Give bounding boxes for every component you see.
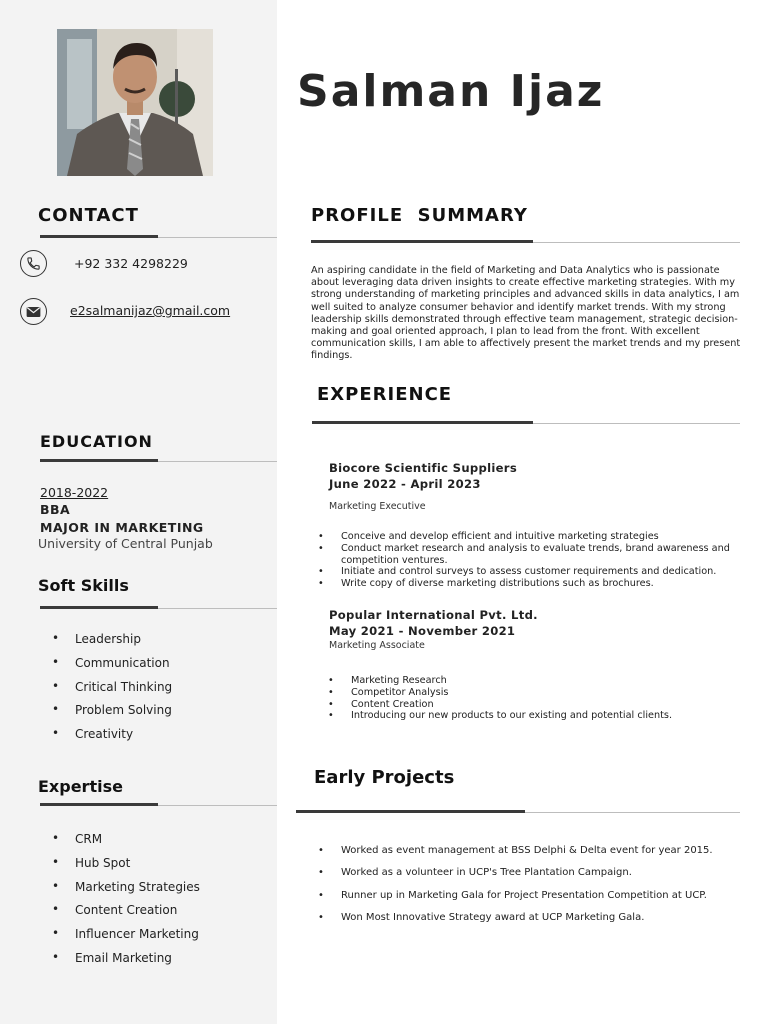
list-item: • Write copy of diverse marketing distributions such as brochures. xyxy=(341,578,743,590)
candidate-name: Salman Ijaz xyxy=(297,66,605,117)
projects-rule-accent xyxy=(296,810,525,813)
job-role: Marketing Executive xyxy=(329,501,426,512)
mail-icon xyxy=(20,298,47,325)
expertise-list xyxy=(52,832,200,975)
soft-skills-list xyxy=(52,632,172,751)
contact-rule-accent xyxy=(40,235,158,238)
projects-list xyxy=(341,845,713,934)
list-item: • Conceive and develop efficient and intuitive marketing strategies xyxy=(341,531,743,543)
list-item: • Worked as a volunteer in UCP's Tree Plantation Campaign. xyxy=(341,867,713,889)
education-years: 2018-2022 xyxy=(40,485,109,500)
job-bullets xyxy=(351,675,743,722)
education-major: MAJOR IN MARKETING xyxy=(40,520,204,535)
list-item: • Conduct market research and analysis to evaluate trends, brand awareness and competition ventures. xyxy=(341,543,743,567)
expertise-heading: Expertise xyxy=(38,777,123,796)
job-company: Popular International Pvt. Ltd. xyxy=(329,608,538,622)
list-item: • Won Most Innovative Strategy award at UCP Marketing Gala. xyxy=(341,912,713,934)
list-item: • Marketing Strategies xyxy=(52,880,200,904)
profile-summary-heading: PROFILE SUMMARY xyxy=(311,205,528,226)
job-dates: June 2022 - April 2023 xyxy=(329,477,481,491)
profile-photo xyxy=(57,29,213,176)
contact-heading: CONTACT xyxy=(38,205,139,226)
list-item: • Problem Solving xyxy=(52,703,172,727)
education-rule-accent xyxy=(40,459,158,462)
job-company: Biocore Scientific Suppliers xyxy=(329,461,518,475)
job-role: Marketing Associate xyxy=(329,640,425,651)
list-item: • Hub Spot xyxy=(52,856,200,880)
list-item: • Email Marketing xyxy=(52,951,200,975)
phone-number: +92 332 4298229 xyxy=(74,256,188,271)
job-bullets xyxy=(341,531,743,590)
list-item: • Marketing Research xyxy=(351,675,743,687)
early-projects-heading: Early Projects xyxy=(314,767,455,788)
phone-icon xyxy=(20,250,47,277)
profile-summary-text: An aspiring candidate in the field of Marketing and Data Analytics who is passionate about leveraging data driven insights to create effective marketing strategies. With my strong understanding of marketing principles and advanced skills in data analytics, I am well suited to analyze consumer behavior and identify market trends. With my strong leadership skills demonstrated through effective team management, strategic decision-making and goal oriented approach, I plan to lead from the front. With excellent communication skills, I am able to affectively present the market trends and my present findings. xyxy=(311,265,741,362)
list-item: • Communication xyxy=(52,656,172,680)
list-item: • Creativity xyxy=(52,727,172,751)
education-degree: BBA xyxy=(40,502,71,517)
list-item: • Worked as event management at BSS Delphi & Delta event for year 2015. xyxy=(341,845,713,867)
expertise-rule-accent xyxy=(40,803,158,806)
soft-skills-heading: Soft Skills xyxy=(38,576,129,595)
list-item: • Influencer Marketing xyxy=(52,927,200,951)
experience-heading: EXPERIENCE xyxy=(317,384,453,405)
list-item: • Initiate and control surveys to assess customer requirements and dedication. xyxy=(341,566,743,578)
soft-skills-rule-accent xyxy=(40,606,158,609)
job-dates: May 2021 - November 2021 xyxy=(329,624,516,638)
list-item: • Leadership xyxy=(52,632,172,656)
experience-rule-accent xyxy=(312,421,533,424)
education-heading: EDUCATION xyxy=(40,432,153,451)
list-item: • Introducing our new products to our existing and potential clients. xyxy=(351,710,743,722)
email-link[interactable]: e2salmanijaz@gmail.com xyxy=(70,303,231,318)
education-school: University of Central Punjab xyxy=(38,536,213,551)
list-item: • Critical Thinking xyxy=(52,680,172,704)
list-item: • Content Creation xyxy=(351,699,743,711)
profile-rule-accent xyxy=(311,240,533,243)
list-item: • Runner up in Marketing Gala for Project Presentation Competition at UCP. xyxy=(341,890,713,912)
list-item: • Content Creation xyxy=(52,903,200,927)
list-item: • CRM xyxy=(52,832,200,856)
list-item: • Competitor Analysis xyxy=(351,687,743,699)
